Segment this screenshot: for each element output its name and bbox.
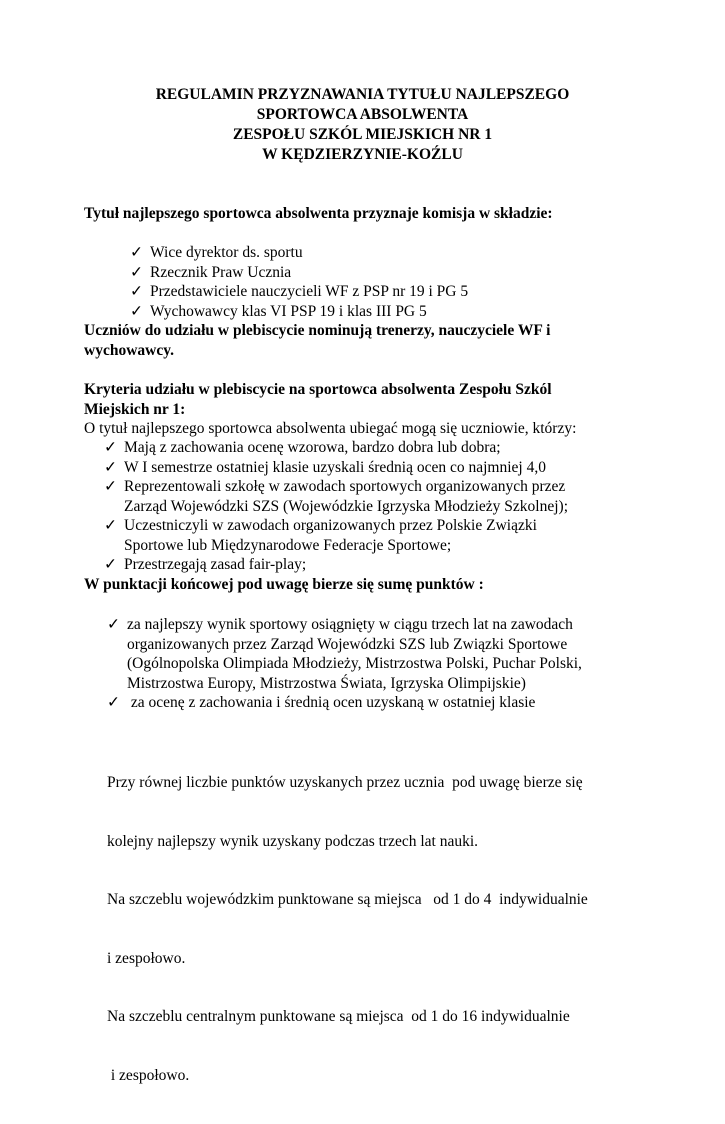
list-item: ✓ Uczestniczyli w zawodach organizowanych przez Polskie Związki bbox=[104, 517, 537, 534]
criteria-list bbox=[104, 438, 568, 575]
document-title bbox=[0, 85, 725, 165]
check-icon: ✓ bbox=[104, 517, 117, 534]
check-icon: ✓ bbox=[104, 439, 117, 456]
nomination-paragraph: Uczniów do udziału w plebiscycie nominują trenerzy, nauczyciele WF i wychowawcy. bbox=[84, 322, 551, 359]
note-line: Przy równej liczbie punktów uzyskanych przez ucznia pod uwagę bierze się bbox=[107, 774, 583, 791]
title-line: SPORTOWCA ABSOLWENTA bbox=[256, 106, 469, 123]
list-item: ✓ Przedstawiciele nauczycieli WF z PSP nr 19 i PG 5 bbox=[130, 283, 469, 300]
list-item-continuation: Zarząd Wojewódzki SZS (Wojewódzkie Igrzyska Młodzieży Szkolnej); bbox=[124, 497, 569, 515]
note-line: Na szczeblu wojewódzkim punktowane są miejsca od 1 do 4 indywidualnie bbox=[107, 891, 588, 908]
check-icon: ✓ bbox=[104, 478, 117, 495]
check-icon: ✓ bbox=[130, 283, 143, 300]
notes-paragraphs bbox=[107, 734, 588, 1124]
commission-list bbox=[130, 243, 468, 321]
list-item: ✓ za najlepszy wynik sportowy osiągnięty w ciągu trzech lat na zawodach bbox=[107, 616, 573, 633]
list-item: ✓ Reprezentowali szkołę w zawodach sportowych organizowanych przez bbox=[104, 478, 566, 495]
list-item: ✓ za ocenę z zachowania i średnią ocen uzyskaną w ostatniej klasie bbox=[107, 694, 536, 711]
note-line: kolejny najlepszy wynik uzyskany podczas trzech lat nauki. bbox=[107, 832, 479, 850]
list-item-continuation: (Ogólnopolska Olimpiada Młodzieży, Mistrzostwa Polski, Puchar Polski, bbox=[127, 655, 582, 672]
criteria-intro: O tytuł najlepszego sportowca absolwenta ubiegać mogą się uczniowie, którzy: bbox=[84, 420, 577, 437]
check-icon: ✓ bbox=[104, 556, 117, 573]
note-line: Na szczeblu centralnym punktowane są miejsca od 1 do 16 indywidualnie bbox=[107, 1008, 570, 1025]
list-item: ✓ Rzecznik Praw Ucznia bbox=[130, 263, 292, 281]
commission-heading: Tytuł najlepszego sportowca absolwenta przyznaje komisja w składzie: bbox=[84, 205, 553, 222]
note-line: i zespołowo. bbox=[107, 949, 186, 967]
title-line: REGULAMIN PRZYZNAWANIA TYTUŁU NAJLEPSZEGO bbox=[155, 86, 570, 103]
check-icon: ✓ bbox=[130, 244, 143, 261]
list-item: ✓ Mają z zachowania ocenę wzorowa, bardzo dobra lub dobra; bbox=[104, 439, 501, 456]
check-icon: ✓ bbox=[104, 458, 117, 476]
list-item-continuation: organizowanych przez Zarząd Wojewódzki SZS lub Związki Sportowe bbox=[127, 635, 568, 653]
list-item: ✓ Wice dyrektor ds. sportu bbox=[130, 244, 303, 261]
check-icon: ✓ bbox=[107, 616, 120, 633]
list-item: ✓ Przestrzegają zasad fair-play; bbox=[104, 556, 307, 573]
title-line: ZESPOŁU SZKÓL MIEJSKICH NR 1 bbox=[232, 126, 493, 143]
check-icon: ✓ bbox=[130, 263, 143, 281]
list-item: ✓ W I semestrze ostatniej klasie uzyskali średnią ocen co najmniej 4,0 bbox=[104, 458, 546, 476]
list-item-continuation: Mistrzostwa Europy, Mistrzostwa Świata, Igrzyska Olimpijskie) bbox=[127, 674, 526, 692]
scoring-list bbox=[107, 615, 582, 713]
list-item-continuation: Sportowe lub Międzynarodowe Federacje Sportowe; bbox=[124, 536, 452, 554]
check-icon: ✓ bbox=[130, 302, 143, 320]
note-line: i zespołowo. bbox=[107, 1066, 190, 1084]
check-icon: ✓ bbox=[107, 694, 120, 711]
scoring-heading: W punktacji końcowej pod uwagę bierze się sumę punktów : bbox=[84, 576, 484, 593]
criteria-heading: Kryteria udziału w plebiscycie na sportowca absolwenta Zespołu Szkól Miejskich nr 1: bbox=[84, 381, 552, 418]
list-item: ✓ Wychowawcy klas VI PSP 19 i klas III PG 5 bbox=[130, 302, 427, 320]
title-line: W KĘDZIERZYNIE-KOŹLU bbox=[262, 146, 463, 163]
